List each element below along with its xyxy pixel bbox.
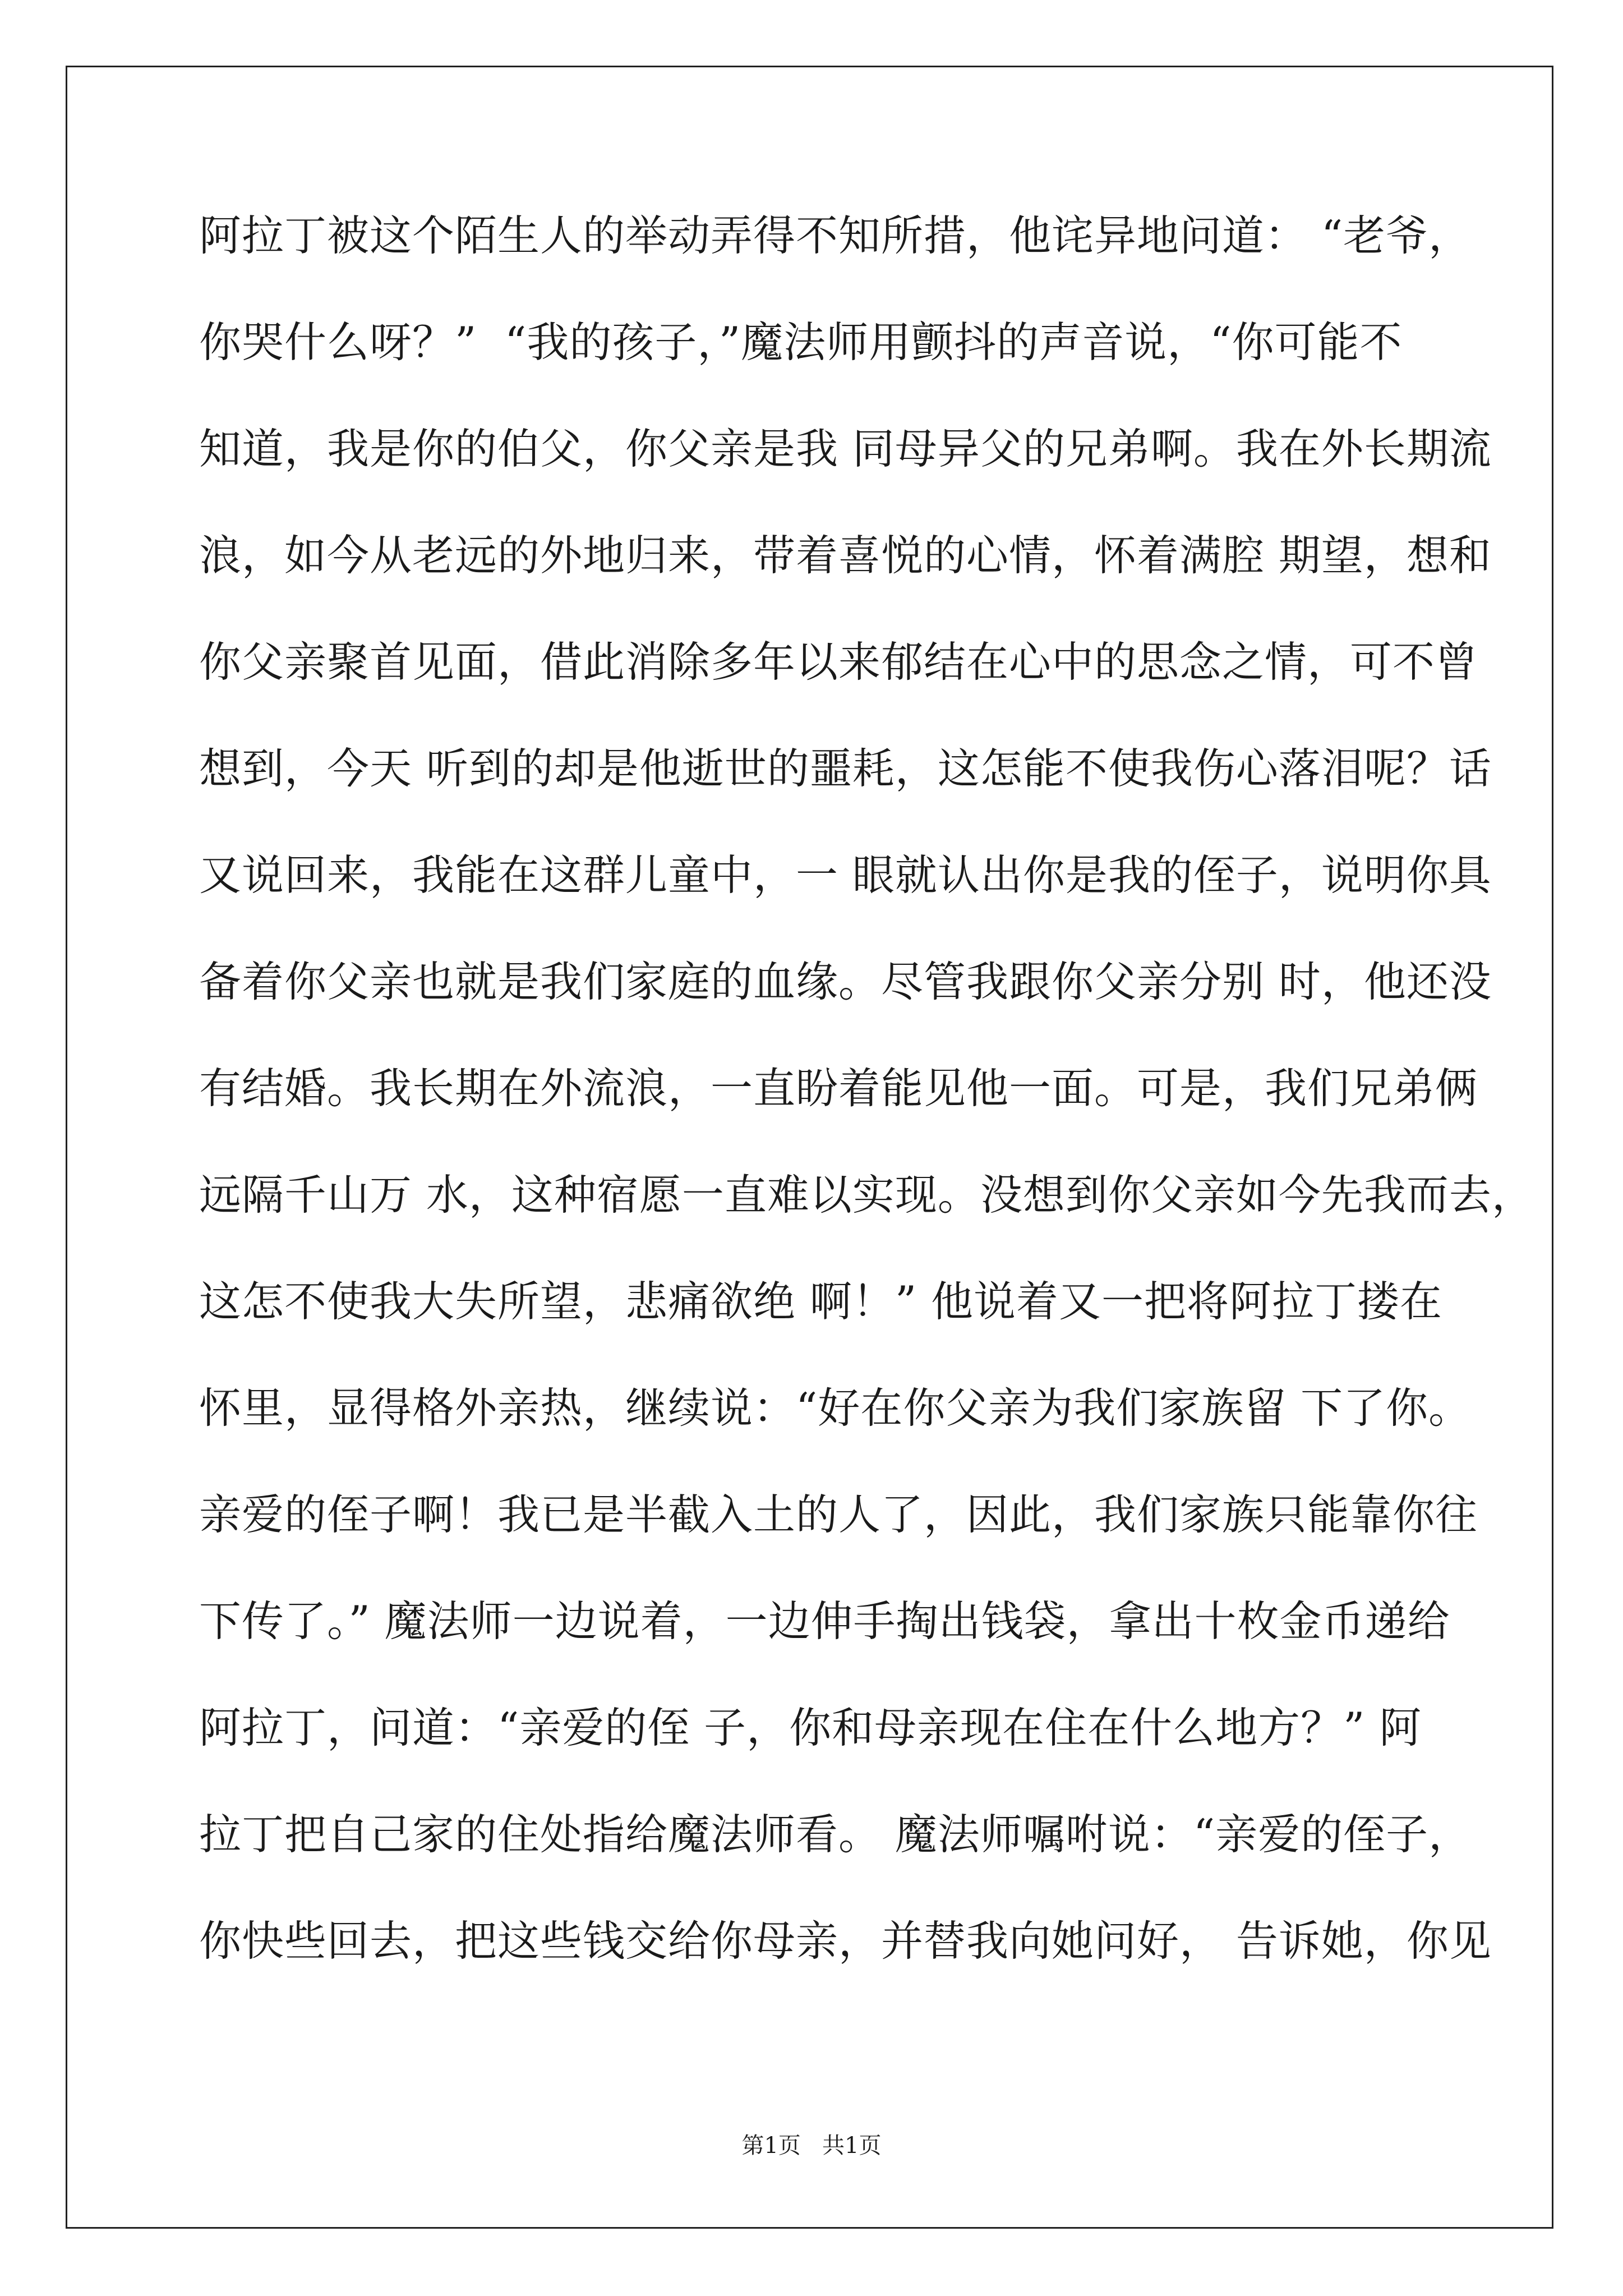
text-line: 你哭什么呀？” “我的孩子，”魔法师用颤抖的声音说，“你可能不: [199, 318, 1403, 367]
text-line: 阿拉丁被这个陌生人的举动弄得不知所措，他诧异地问道： “老爷，: [199, 211, 1472, 260]
body-text: [199, 205, 1534, 2017]
text-line: 这怎不使我大失所望，悲痛欲绝 啊！” 他说着又一把将阿拉丁搂在: [199, 1277, 1443, 1326]
text-line: 阿拉丁，问道：“亲爱的侄 子，你和母亲现在住在什么地方？” 阿: [199, 1703, 1422, 1752]
text-line: 又说回来，我能在这群儿童中，一 眼就认出你是我的侄子，说明你具: [199, 850, 1492, 900]
text-line: 有结婚。我长期在外流浪，一直盼着能见他一面。可是，我们兄弟俩: [199, 1064, 1478, 1113]
text-line: 备着你父亲也就是我们家庭的血缘。尽管我跟你父亲分别 时，他还没: [199, 957, 1492, 1006]
text-line: 想到，今天 听到的却是他逝世的噩耗，这怎能不使我伤心落泪呢？话: [199, 744, 1492, 793]
text-line: 知道，我是你的伯父，你父亲是我 同母异父的兄弟啊。我在外长期流: [199, 424, 1492, 473]
text-line: 怀里，显得格外亲热，继续说：“好在你父亲为我们家族留 下了你。: [199, 1383, 1472, 1433]
text-line: 拉丁把自己家的住处指给魔法师看。 魔法师嘱咐说：“亲爱的侄子，: [199, 1810, 1472, 1859]
text-line: 你父亲聚首见面，借此消除多年以来郁结在心中的思念之情，可不曾: [199, 637, 1478, 687]
text-line: 浪，如今从老远的外地归来，带着喜悦的心情，怀着满腔 期望，想和: [199, 531, 1492, 580]
page-number-footer: 第1页 共1页: [741, 2133, 882, 2159]
text-line: 亲爱的侄子啊！我已是半截入土的人了，因此，我们家族只能靠你往: [199, 1490, 1478, 1539]
text-line: 远隔千山万 水，这种宿愿一直难以实现。没想到你父亲如今先我而去，: [199, 1170, 1534, 1220]
text-line: 你快些回去，把这些钱交给你母亲，并替我向她问好， 告诉她，你见: [199, 1916, 1492, 1966]
text-line: 下传了。” 魔法师一边说着，一边伸手掏出钱袋，拿出十枚金币递给: [199, 1596, 1450, 1646]
